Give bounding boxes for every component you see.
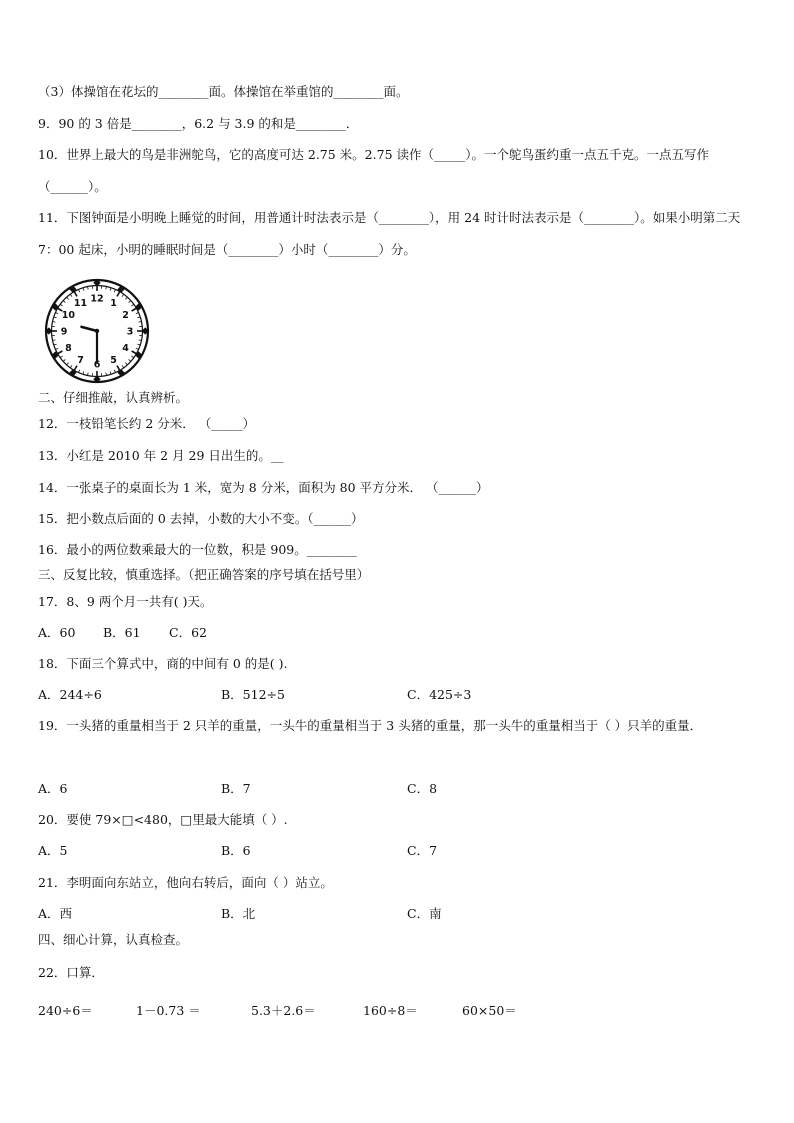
section-2-heading: 二、仔细推敲，认真辨析。 bbox=[38, 390, 189, 405]
clock-numeral: 10 bbox=[61, 310, 76, 321]
clock-numeral: 11 bbox=[73, 297, 88, 309]
question-9: 9．90 的 3 倍是________，6.2 与 3.9 的和是________． bbox=[38, 116, 359, 131]
question-11: 11．下图钟面是小明晚上睡觉的时间，用普通计时法表示是（________），用 24 时计时法表示是（________）。如果小明第二天 7：00 起床，小明的睡眠时间是（________）小时（________）分。 bbox=[38, 210, 741, 257]
mental-math-item: 5.3＋2.6＝ bbox=[251, 1003, 316, 1018]
clock-numeral: 1 bbox=[110, 297, 117, 309]
question-14: 14．一张桌子的桌面长为 1 米，宽为 8 分米，面积为 80 平方分米． （______） bbox=[38, 480, 489, 495]
option-a[interactable]: A．西 bbox=[38, 906, 73, 921]
question-21-options bbox=[38, 906, 756, 922]
question-18-options bbox=[38, 687, 756, 703]
option-b[interactable]: B．6 bbox=[221, 843, 251, 858]
question-10: 10．世界上最大的鸟是非洲鸵鸟，它的高度可达 2.75 米。2.75 读作（_____）。一个鸵鸟蛋约重一点五千克。一点五写作（______）。 bbox=[38, 147, 709, 194]
question-20: 20．要使 79×□<480，□里最大能填（ ）. bbox=[38, 812, 288, 827]
option-c[interactable]: C．南 bbox=[407, 906, 442, 921]
clock-numeral: 12 bbox=[90, 293, 104, 305]
option-b[interactable]: B．7 bbox=[221, 781, 251, 796]
option-a[interactable]: A．5 bbox=[38, 843, 68, 858]
question-20-options bbox=[38, 843, 756, 859]
option-c[interactable]: C．62 bbox=[169, 625, 207, 640]
question-17: 17．8、9 两个月一共有( )天。 bbox=[38, 594, 213, 609]
question-22: 22．口算． bbox=[38, 965, 104, 980]
option-a[interactable]: A．60 bbox=[38, 625, 76, 640]
clock-numeral: 8 bbox=[65, 343, 72, 354]
question-18: 18．下面三个算式中，商的中间有 0 的是( ). bbox=[38, 656, 288, 671]
question-13: 13．小红是 2010 年 2 月 29 日出生的。__ bbox=[38, 448, 284, 463]
clock-numeral: 4 bbox=[122, 343, 129, 354]
clock-face bbox=[44, 278, 150, 384]
question-3-sub: （3）体操馆在花坛的________面。体操馆在举重馆的________面。 bbox=[38, 84, 409, 99]
option-c[interactable]: C．7 bbox=[407, 843, 438, 858]
question-16: 16．最小的两位数乘最大的一位数，积是 909。________ bbox=[38, 542, 357, 557]
clock-numeral: 3 bbox=[126, 326, 134, 338]
option-a[interactable]: A．6 bbox=[38, 781, 68, 796]
clock-numeral: 6 bbox=[93, 359, 101, 371]
question-17-options bbox=[38, 625, 756, 641]
clock-numeral: 9 bbox=[60, 326, 68, 338]
mental-math-row bbox=[38, 1003, 756, 1019]
section-4-heading: 四、细心计算，认真检查。 bbox=[38, 932, 189, 947]
option-b[interactable]: B．北 bbox=[221, 906, 256, 921]
question-19: 19．一头猪的重量相当于 2 只羊的重量，一头牛的重量相当于 3 头猪的重量，那一头牛的重量相当于（ ）只羊的重量． bbox=[38, 718, 703, 733]
option-b[interactable]: B．512÷5 bbox=[221, 687, 285, 702]
mental-math-item: 160÷8＝ bbox=[363, 1003, 418, 1018]
option-c[interactable]: C．8 bbox=[407, 781, 438, 796]
question-19-options bbox=[38, 781, 756, 797]
option-b[interactable]: B．61 bbox=[103, 625, 141, 640]
clock-numeral: 7 bbox=[77, 355, 84, 367]
option-c[interactable]: C．425÷3 bbox=[407, 687, 472, 702]
clock-numeral: 5 bbox=[110, 355, 117, 367]
mental-math-item: 60×50＝ bbox=[462, 1003, 517, 1018]
mental-math-item: 1－0.73 ＝ bbox=[136, 1003, 201, 1018]
question-15: 15．把小数点后面的 0 去掉，小数的大小不变。（______） bbox=[38, 511, 364, 526]
clock-numeral: 2 bbox=[122, 310, 129, 321]
question-12: 12．一枝铅笔长约 2 分米． （_____） bbox=[38, 416, 256, 431]
option-a[interactable]: A．244÷6 bbox=[38, 687, 102, 702]
clock-center-pin bbox=[95, 329, 99, 333]
mental-math-item: 240÷6＝ bbox=[38, 1003, 93, 1018]
section-3-heading: 三、反复比较，慎重选择。（把正确答案的序号填在括号里） bbox=[38, 567, 370, 582]
question-21: 21．李明面向东站立，他向右转后，面向（ ）站立。 bbox=[38, 875, 333, 890]
